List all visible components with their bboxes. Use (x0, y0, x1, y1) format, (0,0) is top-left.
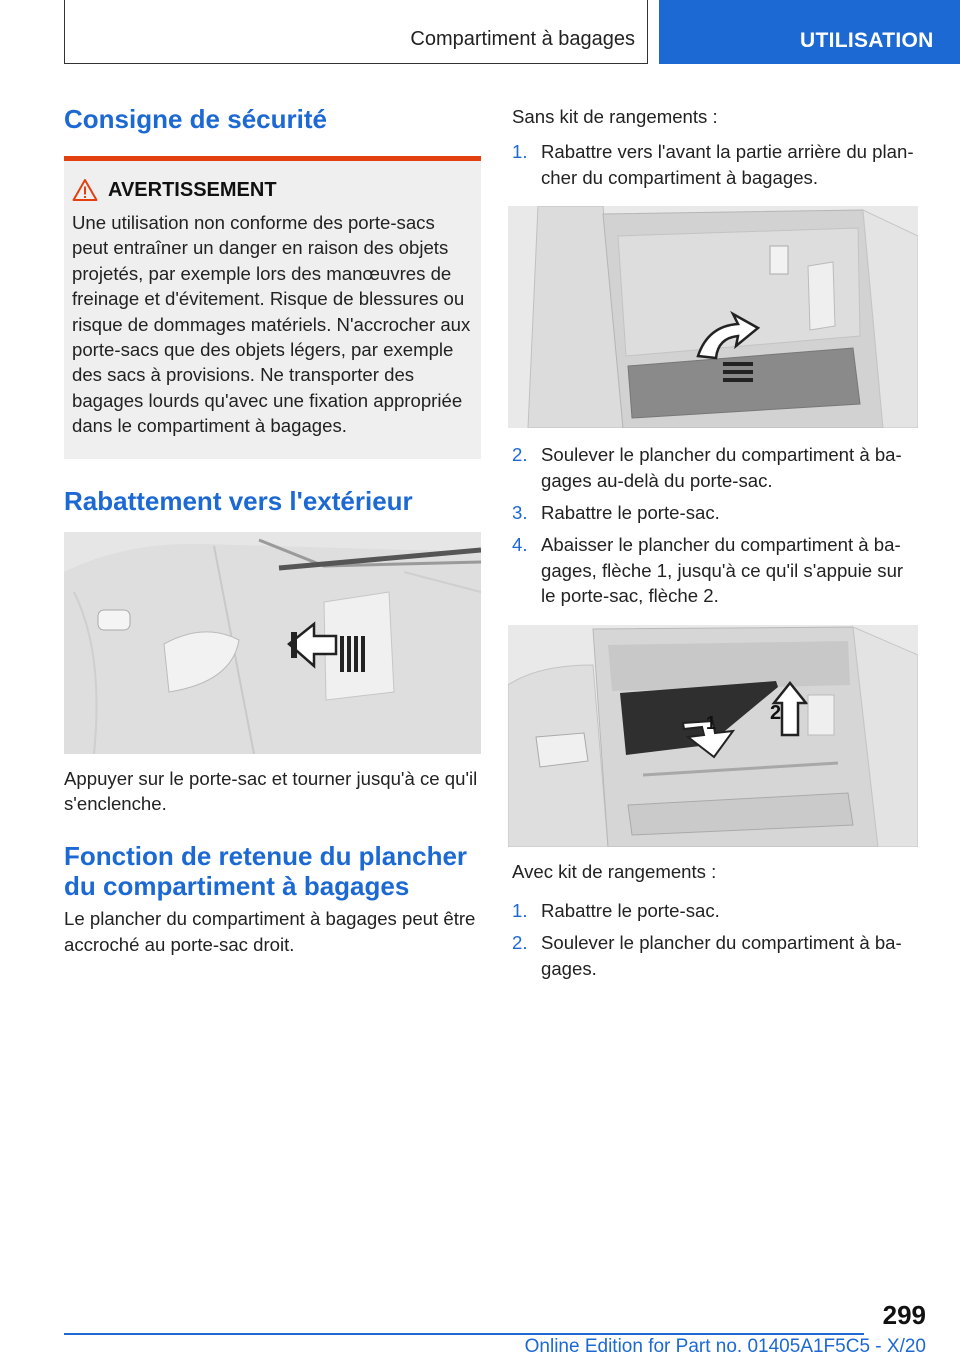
list-item (512, 532, 922, 608)
list-item (512, 500, 922, 525)
without-kit-steps-b (512, 442, 922, 608)
figure-floor-tilt (508, 206, 918, 428)
list-item (512, 442, 922, 493)
step-number: 1. (512, 900, 528, 922)
warning-text: Une utilisation non conforme des porte-sacs peut entraîner un danger en raison des objets projetés, par exemple lors des manœuvres de freinage et d'évitement. Risque de blessures ou risque de dommages matériels. N'accrocher aux porte-sacs que des objets légers, par exemple des sacs à provisions. Ne transporter des bagages lourds qu'avec une fixation appropriée dans le compartiment à bagages. (72, 212, 471, 437)
fold-out-text: Appuyer sur le porte-sac et tourner jusqu'à ce qu'il s'enclenche. (64, 767, 478, 815)
header-section-box (64, 0, 648, 64)
page-number: 299 (882, 1300, 926, 1330)
arrow-label-2: 2 (770, 701, 782, 724)
with-kit-steps (512, 898, 922, 981)
step-number: 1. (512, 141, 528, 163)
warning-triangle-icon (72, 178, 98, 202)
left-column (64, 100, 481, 957)
header-chapter-tab[interactable] (659, 0, 960, 64)
step-text: Soulever le plancher du compartiment à bagages. (541, 932, 902, 979)
step-number: 4. (512, 534, 528, 556)
list-item (512, 898, 922, 923)
step-text: Abaisser le plancher du compartiment à bagages, flèche 1, jusqu'à ce qu'il s'appuie sur le porte-sac, flèche 2. (541, 534, 904, 607)
floor-tilt-illustration (508, 206, 918, 428)
footer-rule (64, 1333, 864, 1335)
footer-edition: Online Edition for Part no. 01405A1F5C5 - X/20 (524, 1336, 926, 1357)
warning-title: AVERTISSEMENT (108, 178, 277, 201)
warning-box (64, 161, 481, 459)
right-column (512, 104, 922, 981)
retention-text: Le plancher du compartiment à bagages peut être accroché au porte-sac droit. (64, 908, 476, 955)
list-item (512, 139, 922, 190)
with-kit-intro: Avec kit de rangements : (512, 860, 717, 882)
step-number: 2. (512, 444, 528, 466)
step-text: Rabattre le porte-sac. (541, 900, 720, 922)
arrow-label-1: 1 (706, 712, 717, 733)
fold-out-heading: Rabattement vers l'extérieur (64, 485, 413, 516)
without-kit-intro: Sans kit de rangements : (512, 106, 718, 127)
warning-title-row (72, 178, 475, 202)
floor-hook-illustration (508, 625, 918, 847)
figure-floor-hook (508, 625, 918, 847)
bag-hook-illustration (64, 532, 481, 754)
figure-bag-hook (64, 532, 481, 754)
header-section-title: Compartiment à bagages (410, 28, 635, 50)
list-item (512, 930, 922, 981)
retention-heading: Fonction de retenue du plancher du compartiment à bagages (64, 841, 468, 902)
without-kit-steps-a (512, 139, 922, 190)
step-text: Soulever le plancher du compartiment à bagages au-delà du porte-sac. (541, 444, 902, 491)
step-text: Rabattre le porte-sac. (541, 502, 720, 524)
step-number: 2. (512, 932, 528, 954)
safety-heading: Consigne de sécurité (64, 104, 327, 134)
step-number: 3. (512, 502, 528, 524)
step-text: Rabattre vers l'avant la partie arrière du plancher du compartiment à bagages. (541, 141, 914, 188)
header-chapter-label: UTILISATION (800, 29, 934, 52)
